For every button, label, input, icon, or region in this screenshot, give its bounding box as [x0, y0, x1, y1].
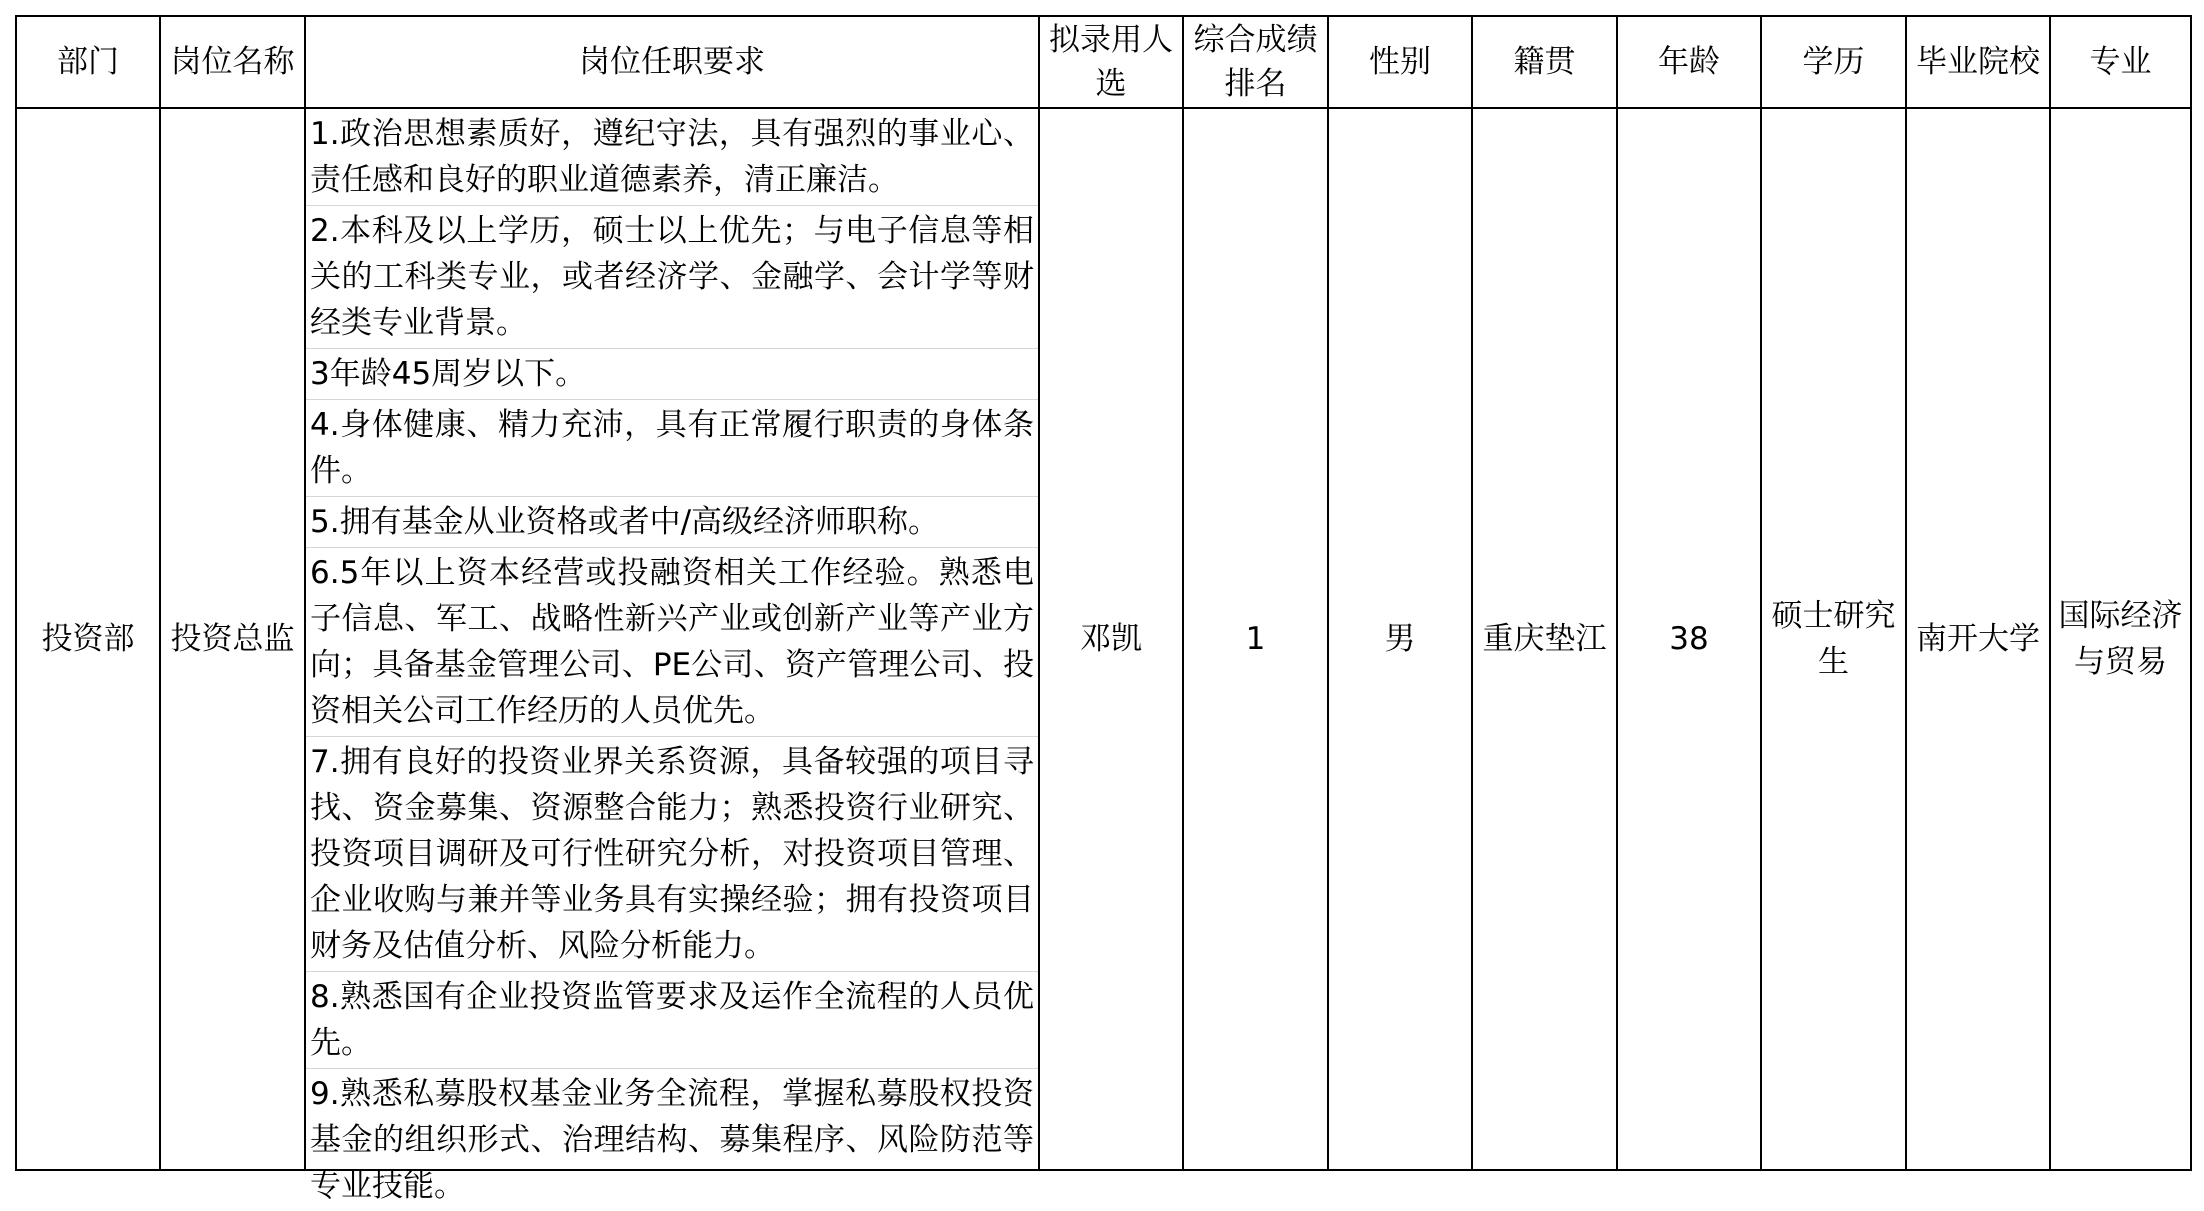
header-education: 学历	[1761, 16, 1906, 108]
requirement-item: 6.5年以上资本经营或投融资相关工作经验。熟悉电子信息、军工、战略性新兴产业或创新产业等产业方向；具备基金管理公司、PE公司、资产管理公司、投资相关公司工作经历的人员优先。	[306, 548, 1038, 737]
cell-requirements	[305, 108, 1039, 1204]
header-rank: 综合成绩排名	[1183, 16, 1328, 108]
cell-hometown: 重庆垫江	[1472, 108, 1617, 1170]
header-position: 岗位名称	[160, 16, 305, 108]
header-requirements: 岗位任职要求	[305, 16, 1039, 108]
requirement-item: 5.拥有基金从业资格或者中/高级经济师职称。	[306, 497, 1038, 548]
header-row	[16, 16, 2191, 108]
cell-age: 38	[1617, 108, 1761, 1170]
header-department: 部门	[16, 16, 160, 108]
requirement-item: 2.本科及以上学历，硕士以上优先；与电子信息等相关的工科类专业，或者经济学、金融学、会计学等财经类专业背景。	[306, 206, 1038, 349]
table-row	[16, 108, 2191, 1170]
header-major: 专业	[2050, 16, 2191, 108]
requirement-item: 3年龄45周岁以下。	[306, 349, 1038, 400]
cell-candidate: 邓凯	[1039, 108, 1183, 1170]
requirement-item: 1.政治思想素质好，遵纪守法，具有强烈的事业心、责任感和良好的职业道德素养，清正廉洁。	[306, 109, 1038, 206]
cell-department: 投资部	[16, 108, 160, 1170]
cell-education: 硕士研究生	[1761, 108, 1906, 1170]
header-hometown: 籍贯	[1472, 16, 1617, 108]
header-age: 年龄	[1617, 16, 1761, 108]
cell-major: 国际经济与贸易	[2050, 108, 2191, 1170]
requirement-item: 8.熟悉国有企业投资监管要求及运作全流程的人员优先。	[306, 972, 1038, 1069]
cell-rank: 1	[1183, 108, 1328, 1170]
recruitment-table	[15, 15, 2192, 1204]
cell-gender: 男	[1328, 108, 1472, 1170]
requirement-item: 4.身体健康、精力充沛，具有正常履行职责的身体条件。	[306, 400, 1038, 497]
cell-school: 南开大学	[1906, 108, 2050, 1170]
cell-position: 投资总监	[160, 108, 305, 1170]
header-school: 毕业院校	[1906, 16, 2050, 108]
requirement-item: 9.熟悉私募股权基金业务全流程，掌握私募股权投资基金的组织形式、治理结构、募集程序、风险防范等专业技能。	[310, 1076, 1034, 1204]
header-candidate: 拟录用人选	[1039, 16, 1183, 108]
header-gender: 性别	[1328, 16, 1472, 108]
requirement-item: 7.拥有良好的投资业界关系资源，具备较强的项目寻找、资金募集、资源整合能力；熟悉投资行业研究、投资项目调研及可行性研究分析，对投资项目管理、企业收购与兼并等业务具有实操经验；拥有投资项目财务及估值分析、风险分析能力。	[306, 737, 1038, 972]
requirements-list	[306, 109, 1038, 1204]
